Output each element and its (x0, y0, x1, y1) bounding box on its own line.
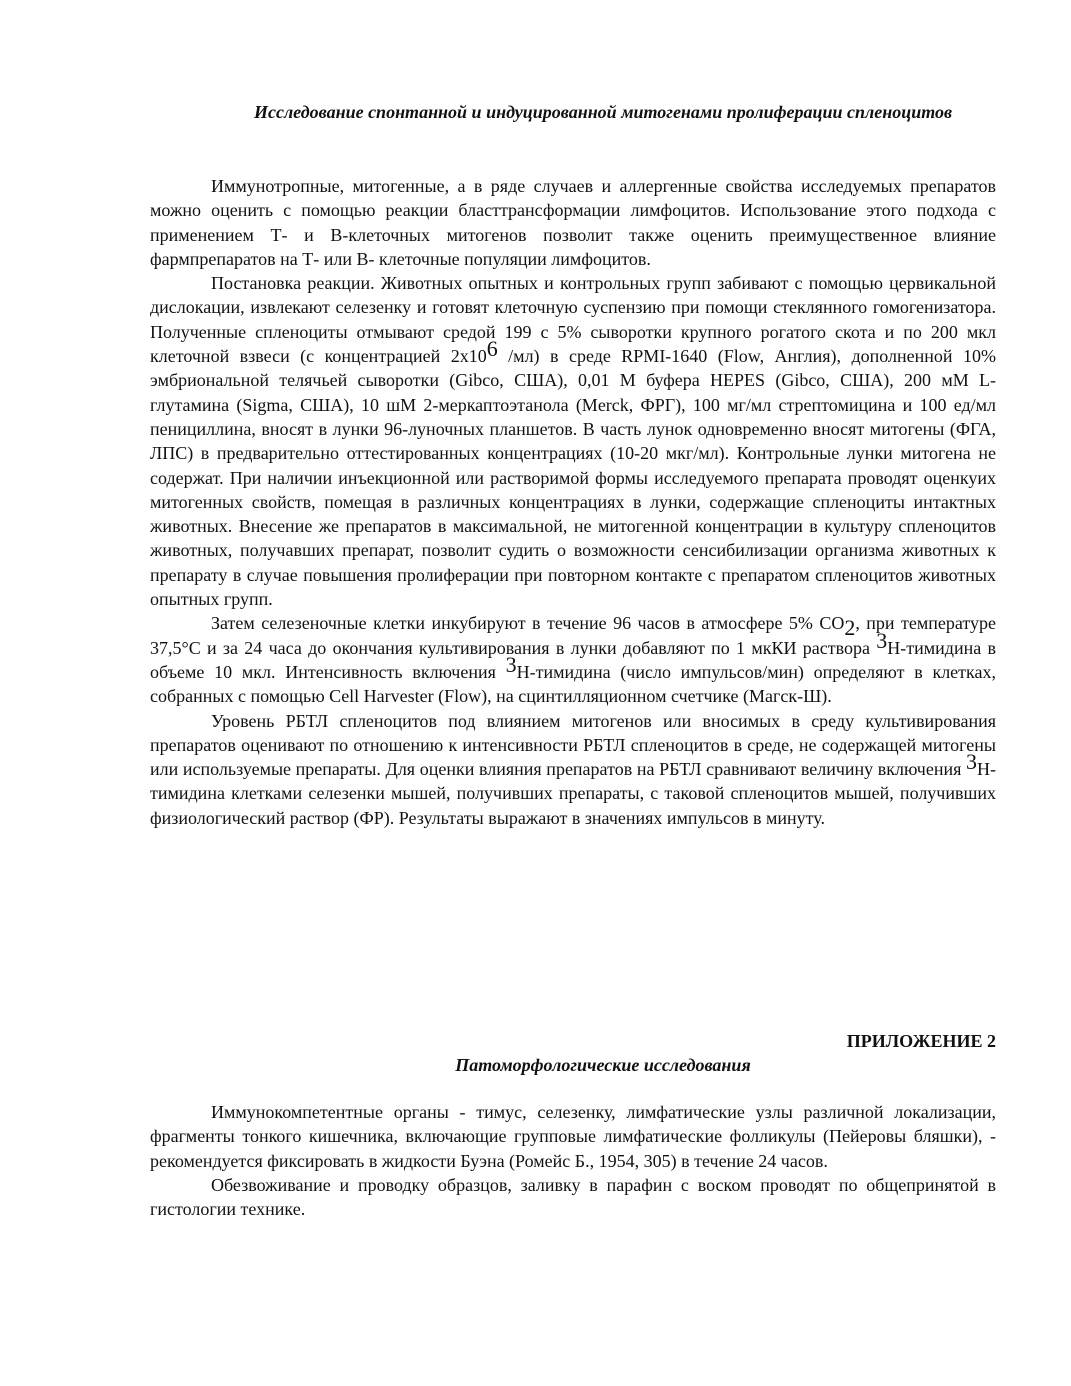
paragraph-incubation (150, 611, 996, 708)
section-title-pathomorphology: Патоморфологические исследования (455, 1055, 751, 1075)
text-run: Н-тимидина клетками селезенки мышей, получивших препараты, с таковой спленоцитов мышей, получивших физиологический раствор (ФР). Результаты выражают в значениях импульсов в минуту. (150, 759, 996, 828)
text-run: Н-тимидина в объеме 10 мкл. Интенсивность включения (150, 637, 996, 682)
text-run: /мл) в среде RPMI-1640 (Flow, Англия), дополненной 10% эмбриональной телячьей сыворотки (Gibco, США), 0,01 М буфера HEPES (Gibco, США), 200 мМ L-глутамина (Sigma, США), 10 шМ 2-меркаптоэтанола (Merck, ФРГ), 100 мг/мл стрептомицина и 100 ед/мл пенициллина, вносят в лунки 96-луночных планшетов. В часть лунок одновременно вносят митогены (ФГА, ЛПС) в предварительно оттестированных концентрациях (10-20 мкг/мл). Контрольные лунки митогена не содержат. При наличии инъекционной или растворимой формы исследуемого препарата проводят оценкуих митогенных свойств, помещая в различных концентрациях в лунки, содержащие спленоциты интактных животных. Внесение же препаратов в максимальной, не митогенной концентрации в культуру спленоцитов животных, получавших препарат, позволит судить о возможности сенсибилизации организма животных к препарату в случае повышения пролиферации при повторном контакте с препаратом спленоцитов животных опытных групп. (150, 346, 996, 610)
paragraph-processing: Обезвоживание и проводку образцов, заливку в парафин с воском проводят по общепринятой в гистологии технике. (150, 1174, 996, 1220)
superscript: 6 (486, 336, 498, 362)
paragraph-fixation: Иммунокомпетентные органы - тимус, селезенку, лимфатические узлы различной локализации, фрагменты тонкого кишечника, включающие групповые лимфатические фолликулы (Пейеровы бляшки), - рекомендуется фиксировать в жидкости Буэна (Ромейс Б., 1954, 305) в течение 24 часов. (150, 1102, 996, 1171)
paragraph-evaluation (150, 709, 996, 830)
section-title-proliferation: Исследование спонтанной и индуцированной митогенами пролиферации спленоцитов (253, 102, 953, 122)
section-body-pathomorphology (150, 1100, 996, 1221)
superscript: 3 (876, 627, 888, 653)
paragraph-intro: Иммунотропные, митогенные, а в ряде случаев и аллергенные свойства исследуемых препаратов можно оценить с помощью реакции бласттрансформации лимфоцитов. Использование этого подхода с применением Т- и В-клеточных митогенов позволит также оценить преимущественное влияние фармпрепаратов на Т- или В- клеточные популяции лимфоцитов. (150, 176, 996, 269)
section-body-proliferation (150, 174, 996, 830)
subscript: 2 (844, 615, 856, 641)
text-run: Уровень РБТЛ спленоцитов под влиянием митогенов или вносимых в среду культивирования препаратов оценивают по отношению к интенсивности РБТЛ спленоцитов в среде, не содержащей митогены или используемые препараты. Для оценки влияния препаратов на РБТЛ сравнивают величину включения (150, 710, 996, 780)
text-run: Постановка реакции. Животных опытных и контрольных групп забивают с помощью цервикальной дислокации, извлекают селезенку и готовят клеточную суспензию при помощи стеклянного гомогенизатора. Полученные спленоциты отмывают средой 199 с 5% сыворотки крупного рогатого скота и по 200 мкл клеточной взвеси (с концентрацией 2x10 (150, 273, 996, 367)
appendix-label: ПРИЛОЖЕНИЕ 2 (846, 1031, 996, 1051)
superscript: 3 (966, 749, 977, 775)
paragraph-method (150, 271, 996, 611)
text-run: , при температуре 37,5°C и за 24 часа до окончания культивирования в лунки добавляют по 1 мкКИ раствора (150, 613, 996, 658)
text-run: Затем селезеночные клетки инкубируют в течение 96 часов в атмосфере 5% CO (211, 613, 845, 634)
superscript: 3 (505, 651, 517, 677)
text-run: Н-тимидина (число импульсов/мин) определяют в клетках, собранных с помощью Cell Harvester (Flow), на сцинтилляционном счетчике (Магск-Ш). (150, 661, 996, 707)
